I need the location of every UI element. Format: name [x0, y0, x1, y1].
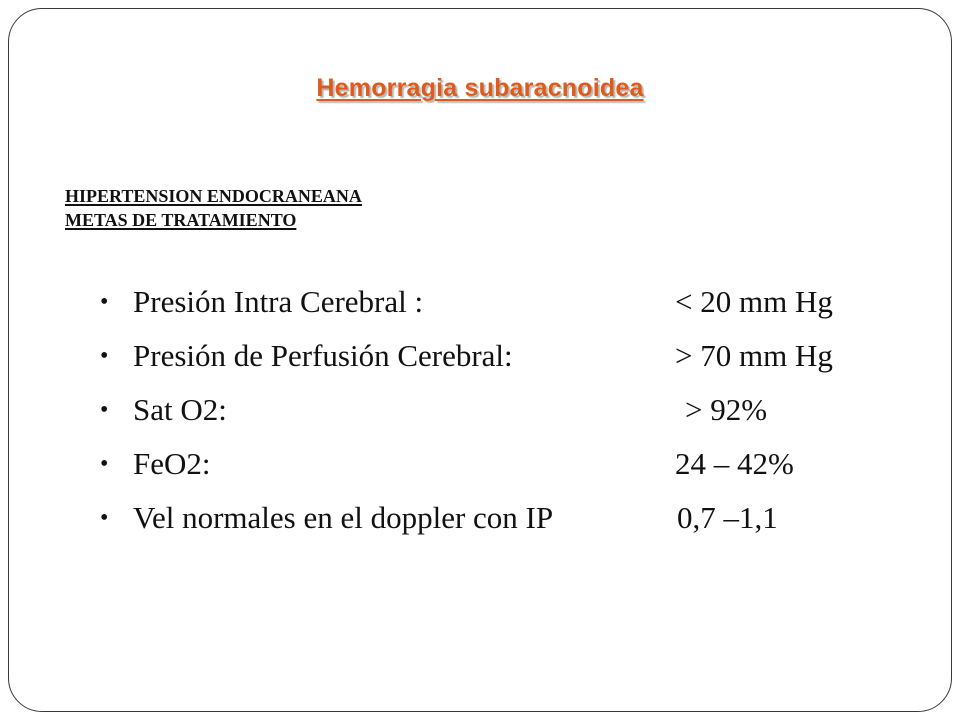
bullet-icon: •	[100, 343, 109, 369]
bullet-icon: •	[100, 505, 109, 531]
goal-value: > 70 mm Hg	[675, 338, 833, 373]
goal-value: > 92%	[685, 392, 768, 427]
goal-label: FeO2:	[133, 446, 211, 481]
goal-label: Sat O2:	[133, 392, 227, 427]
bullet-icon: •	[100, 451, 109, 477]
subtitle-line-2: METAS DE TRATAMIENTO	[65, 210, 297, 230]
subtitle-line-1: HIPERTENSION ENDOCRANEANA	[65, 186, 362, 206]
goal-value: < 20 mm Hg	[675, 284, 833, 319]
goal-label: Presión Intra Cerebral :	[133, 284, 424, 319]
slide-subtitle	[65, 184, 362, 232]
goal-label: Presión de Perfusión Cerebral:	[133, 338, 513, 373]
bullet-icon: •	[100, 289, 109, 315]
bullet-icon: •	[100, 397, 109, 423]
slide-title: Hemorragia subaracnoidea	[316, 74, 644, 102]
goal-value: 0,7 –1,1	[677, 500, 778, 535]
goal-value: 24 – 42%	[675, 446, 794, 481]
goal-label: Vel normales en el doppler con IP	[133, 500, 554, 535]
